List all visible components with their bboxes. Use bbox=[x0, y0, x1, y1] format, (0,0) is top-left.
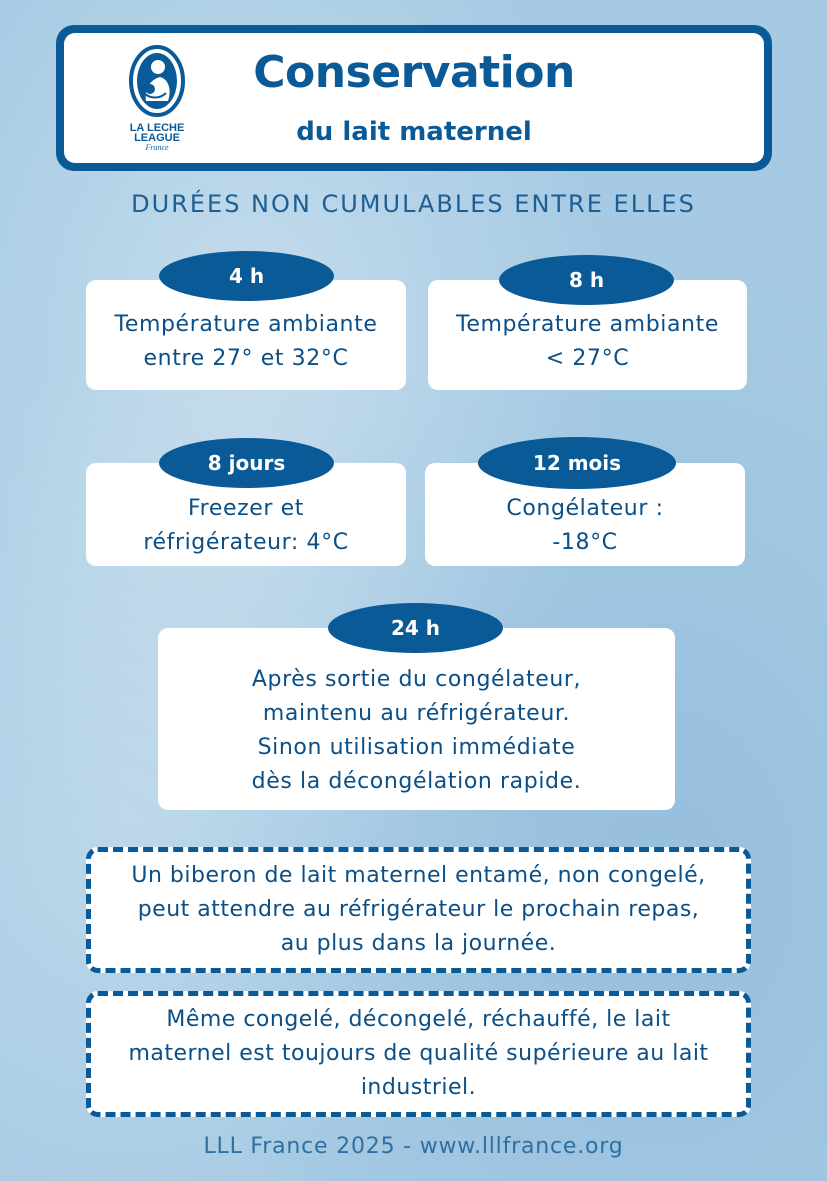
card-line: maintenu au réfrigérateur. bbox=[262, 701, 571, 726]
card-line: Température ambiante bbox=[114, 312, 378, 337]
logo-line: LEAGUE bbox=[134, 132, 180, 144]
note-line: industriel. bbox=[360, 1075, 477, 1100]
page-subtitle: du lait maternel bbox=[296, 117, 532, 147]
duration-badge: 8 jours bbox=[159, 438, 334, 488]
note-text bbox=[128, 1003, 708, 1105]
card-line: Freezer et bbox=[188, 496, 304, 521]
duration-badge: 12 mois bbox=[478, 437, 676, 489]
card-line: Après sortie du congélateur, bbox=[251, 667, 582, 692]
card-line: Température ambiante bbox=[456, 312, 719, 337]
note-line: peut attendre au réfrigérateur le prochain repas, bbox=[137, 897, 700, 922]
footer-credit: LLL France 2025 - www.lllfrance.org bbox=[203, 1134, 624, 1159]
header-frame bbox=[56, 25, 772, 171]
info-note bbox=[86, 847, 751, 973]
note-line: au plus dans la journée. bbox=[280, 931, 557, 956]
card-line: dès la décongélation rapide. bbox=[251, 769, 582, 794]
duration-badge: 24 h bbox=[328, 603, 503, 653]
page-title: Conservation bbox=[253, 47, 575, 98]
note-text bbox=[131, 859, 705, 961]
duration-badge: 4 h bbox=[159, 251, 334, 301]
card-line: -18°C bbox=[552, 530, 618, 555]
header-panel bbox=[64, 33, 764, 163]
logo-line: LA LECHE bbox=[129, 122, 185, 134]
duration-badge: 8 h bbox=[499, 255, 674, 305]
card-line: < 27°C bbox=[545, 346, 630, 371]
notice-heading: DURÉES NON CUMULABLES ENTRE ELLES bbox=[131, 190, 696, 218]
note-line: Un biberon de lait maternel entamé, non congelé, bbox=[131, 863, 706, 888]
storage-card bbox=[158, 628, 675, 810]
card-line: réfrigérateur: 4°C bbox=[143, 530, 349, 555]
note-line: Même congelé, décongelé, réchauffé, le lait bbox=[166, 1007, 671, 1032]
card-line: Sinon utilisation immédiate bbox=[257, 735, 576, 760]
note-line: maternel est toujours de qualité supérieure au lait bbox=[128, 1041, 709, 1066]
logo-line: France bbox=[145, 143, 169, 152]
card-line: Congélateur : bbox=[506, 496, 664, 521]
info-note bbox=[86, 991, 751, 1117]
card-line: entre 27° et 32°C bbox=[143, 346, 349, 371]
